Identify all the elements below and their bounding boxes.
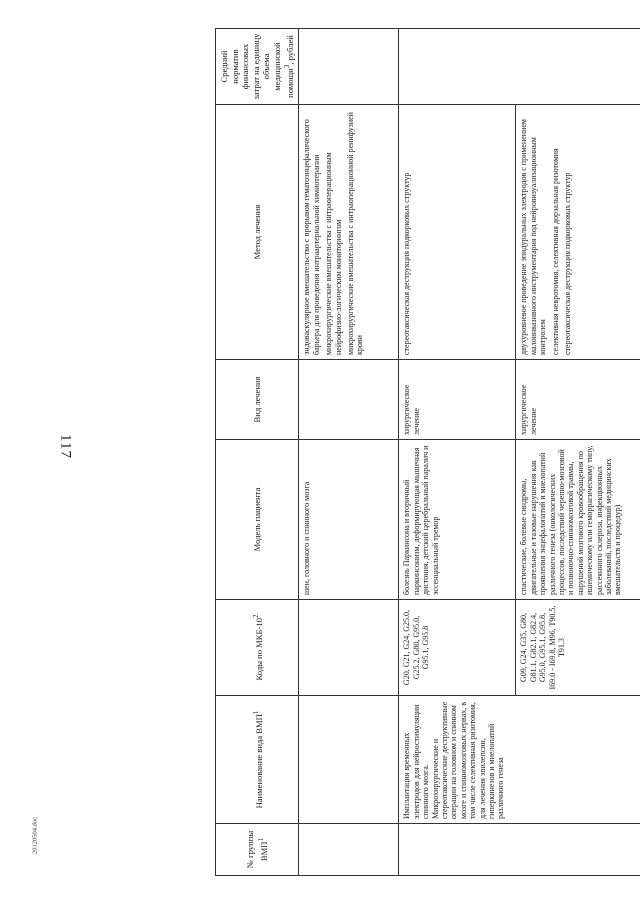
vmp-table [215,28,640,876]
cell-treatment-type [299,360,399,440]
cell-icd-codes: G20, G21, G24, G25.0, G25.2, G80, G95.0, G95.1, G95.8 [399,600,516,696]
method-item: двухуровневое проведение эпидуральных электродов с применением малоинвазивного инструментария под нейровизуализационным контролем [519,119,548,355]
header-group: № группы ВМП$^1$ [216,824,299,876]
cell-group [399,824,640,876]
method-item: эндоваскулярное вмешательство с прорывом гематоэнцефалического барьера для проведения интраартериальной химиотерапии [302,119,321,355]
header-treatment-type: Вид лечения [216,360,299,440]
header-icd-codes: Коды по МКБ-$10^2$ [216,600,299,696]
cell-icd-codes: G09, G24, G35, G80, G81.1, G82.1, G82.4, G95.0, G95.1, G95.8, I69.0 - I69.8, M96, T90.5, T91.3 [516,600,640,696]
cell-vmp-name [299,696,399,824]
header-vmp-name: Наименование вида ВМП$^1$ [216,696,299,824]
header-row [216,29,299,876]
table-row-parkinson [399,29,516,876]
table-row-continuation [299,29,399,876]
header-treatment-method: Метод лечения [216,105,299,360]
landscape-table-container [215,29,623,876]
cell-patient-model: шеи, головного и спинного мозга [299,440,399,600]
method-item: микрохирургические вмешательства с интраоперационным нейрофизио-логическим мониторингом [324,152,343,355]
method-item: стереотаксическая деструкция подкорковых структур [562,172,572,355]
page-number: 117 [57,434,74,459]
method-item: микрохирургические вмешательства с интраоперационной реинфузией крови [345,112,365,355]
cell-patient-model: спастические, болевые синдромы, двигательные и тазовые нарушения как проявления энцефалопатий и миелопатий различного генеза (онкологических процессов, последствий черепно-мозговой и позвоночно-спинномозговой травмы, нарушений мозгового кровообращения по ишемическому или геморрагическому типу, рассеянного склероза, инфекционных заболеваний, последствий медицинских вмешательств и процедур) [516,440,640,600]
header-patient-model: Модель пациента [216,440,299,600]
cell-group [299,824,399,876]
cell-vmp-name: Имплантация временных электродов для нейростимуляции спинного мозга. Микрохирургические и стереотаксические деструктивные операции на головном и спинном мозге и спинномозговых нервах, в том числе селективная ризотомия, для лечения эпилепсии, гиперкинезов и миелопатий различного генеза [399,696,640,824]
cell-patient-model: болезнь Паркинсона и вторичный паркинсонизм, деформирующая мышечная дистония, детский церебральный паралич и эссенциальный тремор [399,440,516,600]
footer-filename: 20120504.doc [31,817,39,855]
method-item: селективная невротомия, селективная дорзальная ризотомия [550,148,560,355]
cell-avg-cost [399,29,640,105]
cell-icd-codes [299,600,399,696]
method-item: стереотаксическая деструкция подкорковых структур [402,172,412,355]
cell-avg-cost [299,29,399,105]
cell-treatment-method [399,105,516,360]
cell-treatment-type: хирургическое лечение [516,360,640,440]
cell-treatment-method [516,105,640,360]
cell-treatment-type: хирургическое лечение [399,360,516,440]
header-avg-cost: Средний норматив финансовых затрат на единицу объема медицинской помощи$^3$, рублей [216,29,299,105]
cell-treatment-method [299,105,399,360]
